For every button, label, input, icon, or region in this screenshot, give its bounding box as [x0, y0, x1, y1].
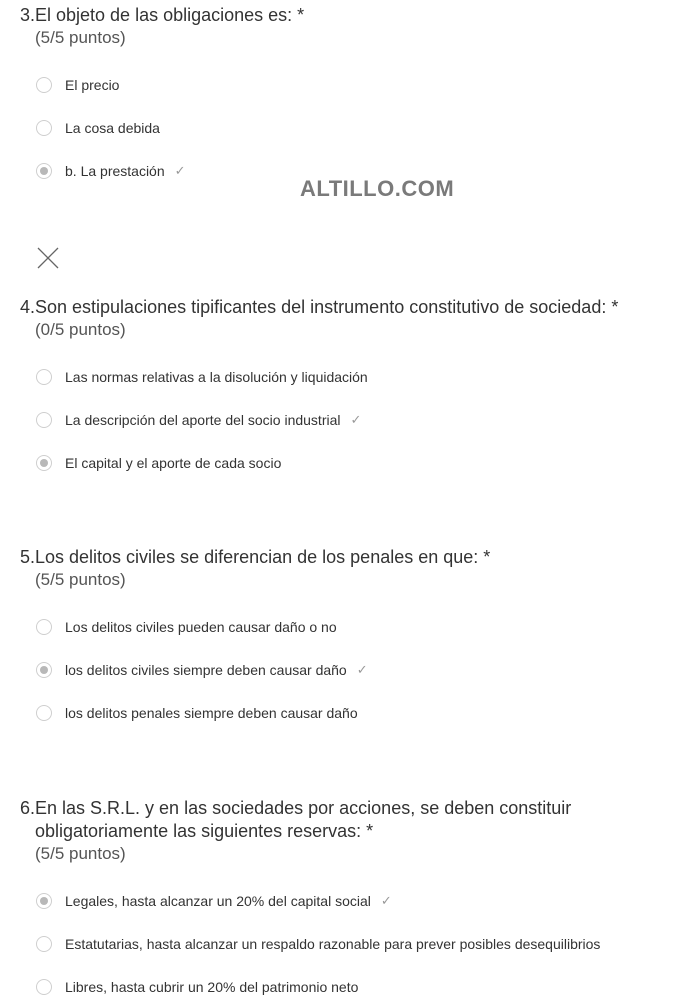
options-list	[36, 355, 680, 484]
radio-button-selected[interactable]	[36, 662, 52, 678]
option-civiles-pueden[interactable]	[36, 605, 680, 648]
radio-button[interactable]	[36, 979, 52, 995]
watermark: ALTILLO.COM	[300, 176, 455, 201]
question-text: Son estipulaciones tipificantes del instrumento constitutivo de sociedad: *	[35, 297, 619, 317]
question-points: (0/5 puntos)	[35, 320, 126, 339]
question-number: 5.	[20, 547, 36, 567]
option-penales-siempre[interactable]	[36, 691, 680, 734]
option-label: Legales, hasta alcanzar un 20% del capital social	[65, 892, 371, 909]
option-label: Las normas relativas a la disolución y liquidación	[65, 368, 368, 385]
check-icon: ✓	[380, 892, 392, 908]
question-points: (5/5 puntos)	[35, 28, 126, 47]
option-label: La cosa debida	[65, 119, 160, 136]
option-label: La descripción del aporte del socio industrial	[65, 411, 341, 428]
question-3	[20, 4, 680, 192]
question-4	[20, 296, 680, 484]
option-label: los delitos penales siempre deben causar daño	[65, 704, 358, 721]
question-number: 4.	[20, 297, 36, 317]
radio-button-selected[interactable]	[36, 455, 52, 471]
question-6	[20, 797, 680, 1008]
question-title	[20, 296, 680, 319]
option-legales[interactable]	[36, 879, 680, 922]
option-civiles-siempre[interactable]	[36, 648, 680, 691]
question-title	[20, 546, 680, 569]
check-icon: ✓	[174, 162, 186, 178]
option-label: Libres, hasta cubrir un 20% del patrimonio neto	[65, 978, 359, 995]
question-title	[20, 4, 680, 27]
question-points: (5/5 puntos)	[35, 844, 126, 863]
option-estatutarias[interactable]	[36, 922, 680, 965]
option-capital-aporte[interactable]	[36, 441, 680, 484]
option-aporte-socio-industrial[interactable]	[36, 398, 680, 441]
options-list	[36, 63, 680, 192]
radio-button[interactable]	[36, 936, 52, 952]
check-icon: ✓	[356, 661, 368, 677]
close-icon	[36, 246, 60, 270]
radio-button[interactable]	[36, 619, 52, 635]
option-label: El precio	[65, 76, 120, 93]
question-5	[20, 546, 680, 734]
check-icon: ✓	[350, 411, 362, 427]
question-title	[20, 797, 680, 843]
radio-button[interactable]	[36, 705, 52, 721]
option-label: b. La prestación	[65, 162, 165, 179]
radio-button[interactable]	[36, 369, 52, 385]
option-libres[interactable]	[36, 965, 680, 1008]
option-label: Estatutarias, hasta alcanzar un respaldo razonable para prever posibles desequilibrios	[65, 935, 601, 952]
question-points: (5/5 puntos)	[35, 570, 126, 589]
radio-button[interactable]	[36, 120, 52, 136]
radio-button[interactable]	[36, 412, 52, 428]
option-label: los delitos civiles siempre deben causar daño	[65, 661, 347, 678]
options-list	[36, 605, 680, 734]
radio-button-selected[interactable]	[36, 163, 52, 179]
option-la-cosa-debida[interactable]	[36, 106, 680, 149]
radio-button-selected[interactable]	[36, 893, 52, 909]
radio-button[interactable]	[36, 77, 52, 93]
option-el-precio[interactable]	[36, 63, 680, 106]
options-list	[36, 879, 680, 1008]
question-text: En las S.R.L. y en las sociedades por acciones, se deben constituir obligatoriamente las siguientes reservas: *	[35, 798, 572, 841]
question-number: 3.	[20, 5, 36, 25]
question-number: 6.	[20, 798, 36, 818]
option-label: El capital y el aporte de cada socio	[65, 454, 282, 471]
question-text: Los delitos civiles se diferencian de los penales en que: *	[35, 547, 491, 567]
option-label: Los delitos civiles pueden causar daño o no	[65, 618, 337, 635]
option-normas-disolucion[interactable]	[36, 355, 680, 398]
question-text: El objeto de las obligaciones es: *	[35, 5, 305, 25]
